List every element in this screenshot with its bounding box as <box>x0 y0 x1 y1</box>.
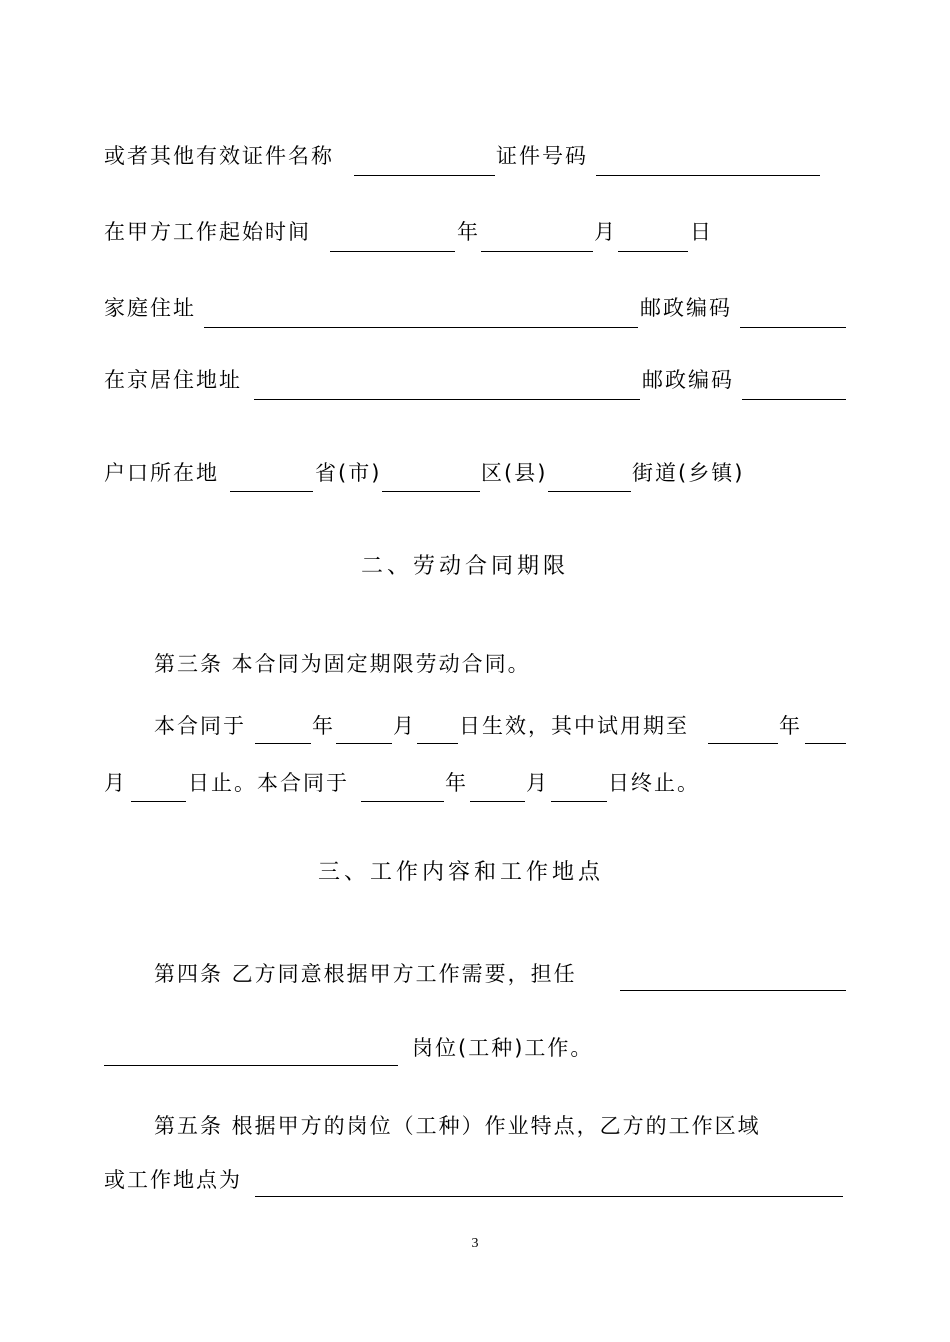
label-month: 月 <box>594 220 617 244</box>
field-position-cont[interactable] <box>104 1065 398 1066</box>
label-other-id: 或者其他有效证件名称 <box>104 144 334 168</box>
p1-year2: 年 <box>779 714 802 738</box>
label-street: 街道(乡镇) <box>632 461 745 485</box>
field-end-year[interactable] <box>361 801 444 802</box>
field-probation-day[interactable] <box>131 801 186 802</box>
p1-month: 月 <box>393 714 416 738</box>
field-start-day[interactable] <box>618 251 688 252</box>
p2-end: 日终止。 <box>608 771 700 795</box>
label-home-postcode: 邮政编码 <box>640 296 732 320</box>
section-heading-work: 三、工作内容和工作地点 <box>318 860 605 885</box>
label-district: 区(县) <box>481 461 548 485</box>
label-id-number: 证件号码 <box>496 144 588 168</box>
field-effective-year[interactable] <box>255 743 311 744</box>
field-beijing-address[interactable] <box>254 399 640 400</box>
p2-until: 日止。本合同于 <box>188 771 349 795</box>
p1-effective: 日生效，其中试用期至 <box>459 714 689 738</box>
field-hukou-street[interactable] <box>548 491 631 492</box>
p1-year: 年 <box>312 714 335 738</box>
field-id-name[interactable] <box>354 175 495 176</box>
p2-month2: 月 <box>526 771 549 795</box>
p2-month: 月 <box>104 771 127 795</box>
field-home-address[interactable] <box>204 327 638 328</box>
field-home-postcode[interactable] <box>740 327 846 328</box>
label-beijing-address: 在京居住地址 <box>104 368 242 392</box>
label-day: 日 <box>690 220 713 244</box>
field-effective-day[interactable] <box>417 743 458 744</box>
article-5-tail: 或工作地点为 <box>104 1168 242 1192</box>
field-beijing-postcode[interactable] <box>742 399 846 400</box>
field-position[interactable] <box>620 990 846 991</box>
field-work-location[interactable] <box>255 1196 843 1197</box>
field-probation-year[interactable] <box>708 743 778 744</box>
label-hukou: 户口所在地 <box>104 461 219 485</box>
article-4: 第四条 乙方同意根据甲方工作需要，担任 <box>154 962 577 986</box>
field-hukou-district[interactable] <box>382 491 480 492</box>
label-province: 省(市) <box>315 461 382 485</box>
field-id-number[interactable] <box>596 175 820 176</box>
article-4-tail: 岗位(工种)工作。 <box>412 1036 594 1060</box>
field-start-month[interactable] <box>481 251 593 252</box>
field-end-month[interactable] <box>470 801 525 802</box>
label-start-time: 在甲方工作起始时间 <box>104 220 311 244</box>
article-5: 第五条 根据甲方的岗位（工种）作业特点，乙方的工作区域 <box>154 1114 761 1138</box>
field-start-year[interactable] <box>330 251 455 252</box>
field-end-day[interactable] <box>551 801 607 802</box>
field-hukou-province[interactable] <box>230 491 313 492</box>
field-effective-month[interactable] <box>336 743 392 744</box>
label-year: 年 <box>457 220 480 244</box>
article-3: 第三条 本合同为固定期限劳动合同。 <box>154 652 531 676</box>
section-heading-term: 二、劳动合同期限 <box>361 554 570 579</box>
label-beijing-postcode: 邮政编码 <box>642 368 734 392</box>
p2-year: 年 <box>445 771 468 795</box>
field-probation-month[interactable] <box>805 743 846 744</box>
page-number: 3 <box>471 1236 479 1251</box>
label-home-address: 家庭住址 <box>104 296 196 320</box>
p1-start: 本合同于 <box>154 714 246 738</box>
